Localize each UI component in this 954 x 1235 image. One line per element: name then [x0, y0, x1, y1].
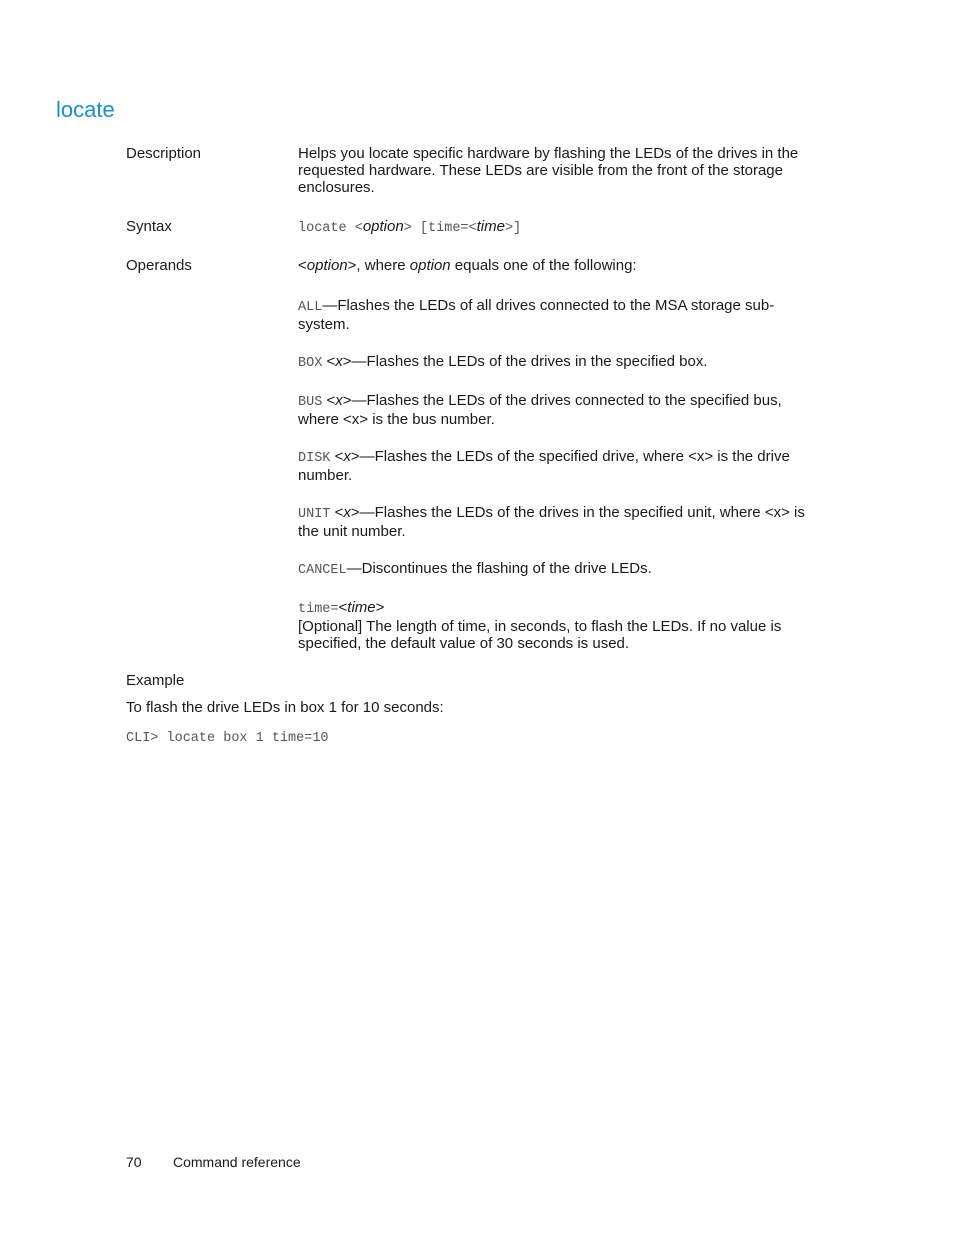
operand-desc: —Flashes the LEDs of the drives connected to the specified bus, where <x> is the bus number. — [298, 392, 782, 428]
section-title: locate — [56, 97, 115, 122]
operand-keyword: ALL — [298, 300, 323, 315]
operand-time-desc: [Optional] The length of time, in seconds, to flash the LEDs. If no value is specified, the default value of 30 seconds is used. — [298, 618, 782, 652]
syntax-option: option — [362, 218, 404, 235]
operand-item — [298, 392, 808, 428]
operand-item — [298, 353, 808, 372]
operand-var: x — [343, 448, 351, 465]
operands-intro-lt: < — [298, 257, 307, 274]
syntax-time-open: [time= — [411, 221, 469, 236]
syntax-time: time — [476, 218, 505, 235]
operand-keyword: BUS — [298, 395, 323, 410]
description-label: Description — [126, 145, 202, 162]
operands-intro-where: , where — [356, 257, 410, 274]
operand-time-gt: > — [375, 599, 385, 616]
operand-keyword: DISK — [298, 451, 331, 466]
operand-desc: —Flashes the LEDs of the drives in the specified box. — [351, 353, 708, 370]
operand-time-keyword: time= — [298, 602, 339, 617]
operand-var-gt: > — [350, 448, 360, 465]
description-text: Helps you locate specific hardware by flashing the LEDs of the drives in the requested hardware. These LEDs are visible from the front of the storage enclosures. — [298, 145, 799, 196]
operand-keyword: BOX — [298, 356, 323, 371]
operand-item — [298, 448, 808, 484]
operand-desc: —Flashes the LEDs of all drives connected to the MSA storage sub-system. — [298, 297, 775, 333]
example-label: Example — [126, 672, 185, 689]
syntax-gt: > — [403, 221, 412, 236]
operand-keyword: UNIT — [298, 507, 331, 522]
operand-var-lt: < — [322, 353, 336, 370]
operand-desc: —Flashes the LEDs of the drives in the specified unit, where <x> is the unit number. — [298, 504, 805, 540]
operand-time-var: time — [347, 599, 376, 616]
operand-desc: —Flashes the LEDs of the specified drive, where <x> is the drive number. — [298, 448, 790, 484]
operand-var-lt: < — [322, 392, 336, 409]
syntax-lt: < — [468, 221, 477, 236]
syntax-gt: > — [504, 221, 514, 236]
operand-var: x — [335, 392, 343, 409]
operands-intro — [298, 257, 808, 274]
syntax-lt: < — [354, 221, 363, 236]
operand-time — [298, 599, 808, 652]
operands-intro-gt: > — [347, 257, 357, 274]
operand-var-gt: > — [350, 504, 360, 521]
syntax-close: ] — [513, 221, 522, 236]
operand-var: x — [335, 353, 343, 370]
operands-label: Operands — [126, 257, 192, 274]
operand-var-lt: < — [330, 448, 344, 465]
syntax-line — [298, 218, 808, 237]
operand-time-lt: < — [338, 599, 348, 616]
operand-var-gt: > — [342, 353, 352, 370]
operand-desc: —Discontinues the flashing of the drive LEDs. — [346, 560, 652, 577]
syntax-command: locate — [298, 221, 355, 236]
operands-intro-option: option — [306, 257, 348, 274]
operand-var: x — [343, 504, 351, 521]
example-command: CLI> locate box 1 time=10 — [126, 731, 329, 746]
operand-item — [298, 504, 808, 540]
example-intro: To flash the drive LEDs in box 1 for 10 seconds: — [126, 699, 444, 716]
operand-var-lt: < — [330, 504, 344, 521]
syntax-label: Syntax — [126, 218, 172, 235]
operand-keyword: CANCEL — [298, 563, 347, 578]
page-number: 70 — [126, 1154, 142, 1170]
operands-intro-rest: equals one of the following: — [450, 257, 637, 274]
operand-item — [298, 297, 808, 333]
operand-item — [298, 560, 808, 579]
footer-section: Command reference — [173, 1154, 301, 1170]
operand-var-gt: > — [342, 392, 352, 409]
operands-intro-option-2: option — [409, 257, 451, 274]
